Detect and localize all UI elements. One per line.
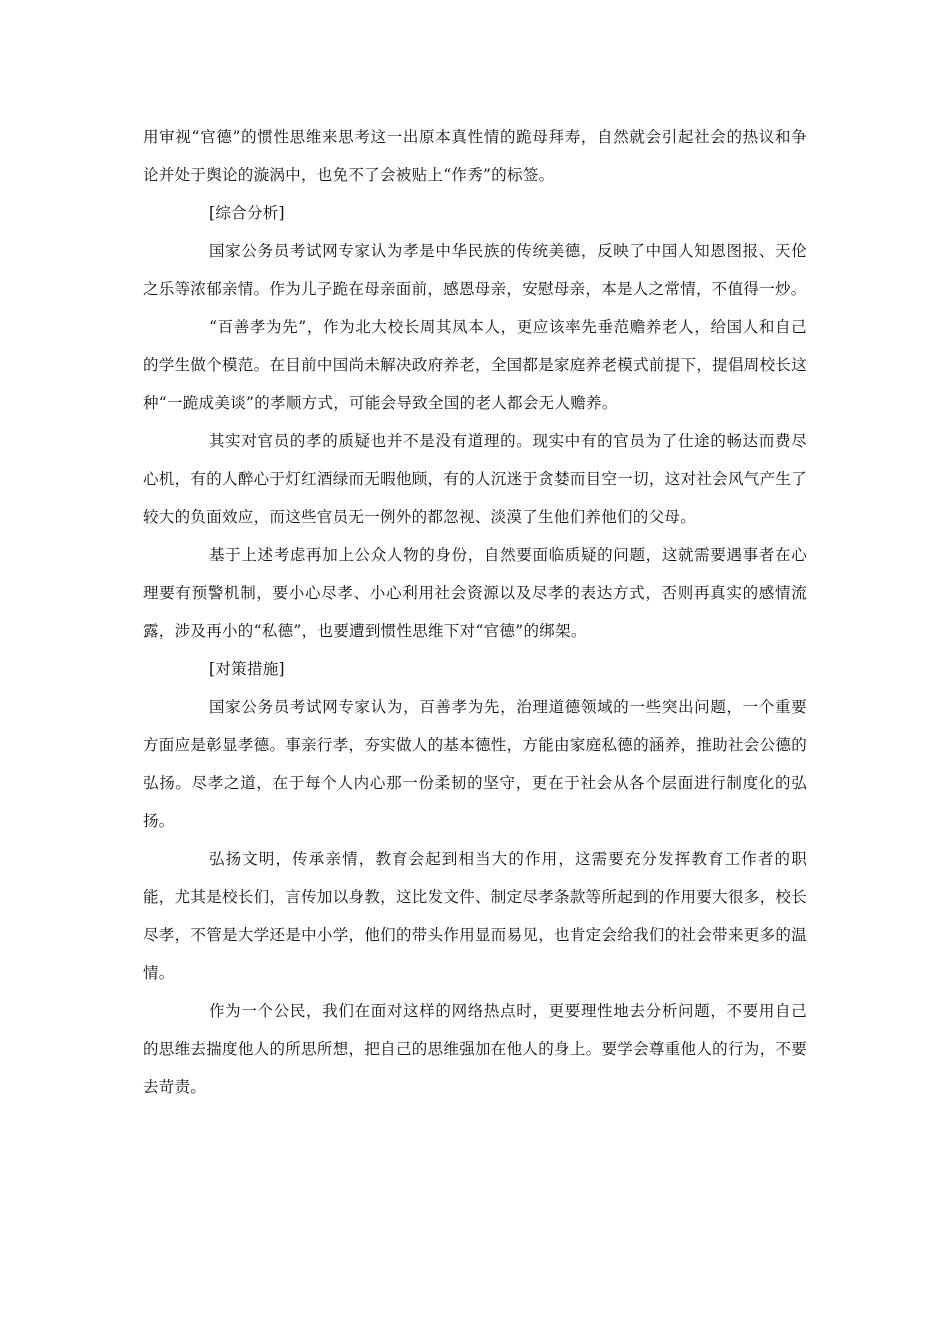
paragraph-8: 作为一个公民，我们在面对这样的网络热点时，更要理性地去分析问题，不要用自己的思维去揣度他人的所思所想，把自己的思维强加在他人的身上。要学会尊重他人的行为，不要去苛责。 [143,1002,807,1096]
paragraph-2: 国家公务员考试网专家认为孝是中华民族的传统美德，反映了中国人知恩图报、天伦之乐等浓郁亲情。作为儿子跪在母亲面前，感恩母亲，安慰母亲，本是人之常情，不值得一炒。 [143,242,807,298]
document-body [143,118,807,1106]
paragraph-6: 国家公务员考试网专家认为，百善孝为先，治理道德领域的一些突出问题，一个重要方面应是彰显孝德。事亲行孝，夯实做人的基本德性，方能由家庭私德的涵养，推助社会公德的弘扬。尽孝之道，在于每个人内心那一份柔韧的坚守，更在于社会从各个层面进行制度化的弘扬。 [143,698,807,830]
paragraph-5: 基于上述考虑再加上公众人物的身份，自然要面临质疑的问题，这就需要遇事者在心理要有预警机制，要小心尽孝、小心利用社会资源以及尽孝的表达方式，否则再真实的感情流露，涉及再小的“私德”，也要遭到惯性思维下对“官德”的绑架。 [143,546,807,640]
paragraph-7: 弘扬文明，传承亲情，教育会起到相当大的作用，这需要充分发挥教育工作者的职能，尤其是校长们，言传加以身教，这比发文件、制定尽孝条款等所起到的作用要大很多，校长尽孝，不管是大学还是中小学，他们的带头作用显而易见，也肯定会给我们的社会带来更多的温情。 [143,850,807,982]
paragraph-4: 其实对官员的孝的质疑也并不是没有道理的。现实中有的官员为了仕途的畅达而费尽心机，有的人醉心于灯红酒绿而无暇他顾，有的人沉迷于贪婪而目空一切，这对社会风气产生了较大的负面效应，而这些官员无一例外的都忽视、淡漠了生他们养他们的父母。 [143,432,807,526]
paragraph-1: 用审视“官德”的惯性思维来思考这一出原本真性情的跪母拜寿，自然就会引起社会的热议和争论并处于舆论的漩涡中，也免不了会被贴上“作秀”的标签。 [143,128,807,184]
section-heading-analysis: [综合分析] [209,204,285,222]
paragraph-3: “百善孝为先”，作为北大校长周其凤本人，更应该率先垂范赡养老人，给国人和自己的学生做个模范。在目前中国尚未解决政府养老，全国都是家庭养老模式前提下，提倡周校长这种“一跪成美谈”的孝顺方式，可能会导致全国的老人都会无人赡养。 [143,318,807,412]
section-heading-measures: [对策措施] [209,660,285,678]
